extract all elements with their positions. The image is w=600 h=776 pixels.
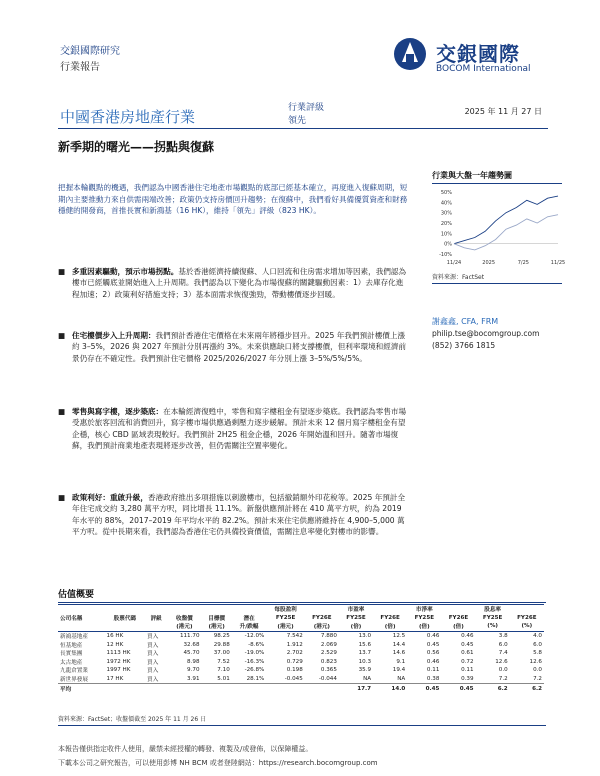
table-cell: 2.069 bbox=[320, 641, 337, 648]
table-cell: 6.0 bbox=[533, 641, 542, 648]
bullet-marker: ■ bbox=[58, 407, 66, 416]
table-header-cell bbox=[510, 605, 544, 614]
table-header-cell: (%) bbox=[510, 622, 544, 631]
logo-en-text: BOCOM International bbox=[436, 64, 531, 74]
table-cell: 0.39 bbox=[461, 676, 474, 683]
y-tick-label: 50% bbox=[440, 190, 452, 196]
table-cell: 買入 bbox=[147, 651, 159, 658]
table-header-cell: 股票代碼 bbox=[113, 615, 137, 622]
table-header-cell: FY25E bbox=[275, 614, 296, 621]
table-cell: 0.729 bbox=[286, 658, 303, 665]
table-cell: 0.72 bbox=[461, 658, 474, 665]
table-cell: 0.56 bbox=[426, 650, 440, 657]
table-cell: 8.98 bbox=[187, 658, 200, 665]
table-cell bbox=[266, 684, 304, 693]
y-tick-label: 20% bbox=[440, 221, 452, 227]
table-header-cell: 公司名稱 bbox=[60, 615, 83, 622]
table-header-row bbox=[58, 605, 544, 614]
table-cell: 買入 bbox=[147, 668, 159, 675]
org-header bbox=[60, 44, 120, 76]
table-header-cell: (%) bbox=[476, 622, 510, 631]
table-header-cell: 升/跌幅 bbox=[232, 622, 267, 631]
table-cell: 15.6 bbox=[358, 641, 372, 648]
table-header-cell: FY26E bbox=[312, 614, 332, 621]
table-cell: 7.2 bbox=[533, 676, 542, 683]
table-header-cell bbox=[58, 605, 105, 614]
bullet-text: 基於香港經濟持續復蘇、人口回流和住房需求增加等因素，我們認為樓市已經觸底並開始進入上升周期。我們認為以下變化為市場復蘇的關鍵驅動因素：1）去庫存化進程加速；2）政策利好措施支持；3）基本面需求恢復強勁，帶動樓價逐步回暖。 bbox=[72, 267, 407, 299]
table-cell: 0.38 bbox=[426, 676, 440, 683]
table-cell: 0.46 bbox=[461, 633, 474, 640]
table-header-cell: (港元) bbox=[167, 622, 201, 631]
trend-line-chart bbox=[432, 188, 566, 268]
table-cell: 28.1% bbox=[246, 676, 265, 683]
bullet-item bbox=[58, 406, 408, 452]
table-row bbox=[58, 640, 544, 649]
table-cell: 12.6 bbox=[495, 658, 508, 665]
footer-disclaimer: 本報告僅供指定收件人使用，嚴禁未經授權的轉發、複製及/或發佈，以保障權益。 bbox=[58, 745, 313, 753]
bullet-lead: 多重因素驅動，預示市場拐點。 bbox=[72, 267, 179, 276]
bullet-item bbox=[58, 492, 408, 538]
table-cell: 13.7 bbox=[358, 650, 372, 657]
table-cell: 6.2 bbox=[510, 684, 544, 693]
table-header-cell: FY25E bbox=[414, 614, 435, 621]
table-cell: 0.11 bbox=[461, 667, 474, 674]
table-cell: -0.045 bbox=[284, 676, 303, 683]
table-cell: 九龍倉置業 bbox=[60, 668, 88, 675]
table-header-cell: (倍) bbox=[339, 622, 373, 631]
bullet-marker: ■ bbox=[58, 331, 66, 340]
table-header-cell: 評級 bbox=[150, 615, 162, 622]
table-row bbox=[58, 649, 544, 658]
table-cell: 0.61 bbox=[461, 650, 474, 657]
title-bar bbox=[58, 103, 548, 129]
table-cell: 新鴻基地產 bbox=[60, 634, 88, 641]
table-cell: 111.70 bbox=[179, 633, 200, 640]
table-header-cell: FY26E bbox=[380, 614, 400, 621]
table-cell: 9.1 bbox=[396, 658, 406, 665]
table-cell: 0.45 bbox=[441, 684, 475, 693]
bullet-text: 在本輪經濟復甦中，零售和寫字樓租金有望逐步築底。我們認為零售市場受惠於旅客回流和消費回升，寫字樓市場供應過剩壓力逐步緩解。預計未來 12 個月寫字樓租金有望企穩，核心 CBD 區域表現較好。我們預計 2H25 租金企穩，2026 年開始溫和回升。隨著市場復蘇，我們預計商業地產表現將逐步改善，但仍需關注空置率變化。 bbox=[72, 407, 407, 451]
table-cell: 0.198 bbox=[286, 667, 303, 674]
table-cell: -16.3% bbox=[244, 658, 265, 665]
table-cell: -26.8% bbox=[244, 667, 265, 674]
analyst-phone: (852) 3766 1815 bbox=[432, 341, 496, 350]
table-header-cell: 每股盈利 bbox=[266, 605, 304, 614]
table-cell: 平均 bbox=[58, 684, 105, 693]
table-header-cell: 市盈率 bbox=[339, 605, 373, 614]
table-header-cell: (港元) bbox=[266, 622, 304, 631]
table-cell: 2.702 bbox=[286, 650, 303, 657]
table-header-cell: (倍) bbox=[373, 622, 407, 631]
y-tick-label: 0% bbox=[444, 241, 452, 248]
x-tick-label: 7/25 bbox=[517, 260, 529, 266]
table-header-cell bbox=[145, 605, 167, 614]
table-row bbox=[58, 684, 544, 693]
y-tick-label: 30% bbox=[440, 210, 452, 217]
table-cell: 0.45 bbox=[426, 641, 440, 648]
table-cell: 1113 HK bbox=[106, 650, 131, 657]
y-tick-label: -10% bbox=[439, 252, 452, 258]
table-cell: 0.365 bbox=[320, 667, 337, 674]
table-cell: 45.70 bbox=[183, 650, 200, 657]
table-cell: 買入 bbox=[147, 659, 159, 666]
footer-download: 下載本公司之研究報告，可以使用彭博 NH BCM 或者登陸網站：https://research.bocomgroup.com bbox=[58, 759, 378, 767]
table-cell: 16 HK bbox=[106, 633, 124, 640]
table-cell: 6.2 bbox=[476, 684, 510, 693]
table-header-cell: 潛在 bbox=[243, 615, 255, 622]
table-header-cell: (港元) bbox=[305, 622, 339, 631]
table-cell: 0.823 bbox=[320, 658, 337, 665]
logo-cn-text: 交銀國際 bbox=[436, 42, 520, 66]
table-cell: -8.6% bbox=[248, 641, 265, 648]
bocom-logo bbox=[392, 36, 552, 80]
table-cell bbox=[105, 684, 146, 693]
table-header-row bbox=[58, 614, 544, 623]
table-cell: 12.6 bbox=[529, 658, 542, 665]
table-cell: 7.2 bbox=[498, 676, 508, 683]
bullet-marker: ■ bbox=[58, 267, 66, 276]
table-source: 資料來源：FactSet；收盤價截至 2025 年 11 月 26 日 bbox=[58, 714, 546, 726]
chart-heading-block bbox=[432, 170, 562, 184]
table-header-row bbox=[58, 622, 544, 631]
analyst-email[interactable]: philip.tse@bocomgroup.com bbox=[432, 329, 540, 338]
table-header-cell bbox=[105, 622, 146, 631]
bullet-item bbox=[58, 330, 408, 364]
x-tick-label: 11/24 bbox=[446, 260, 462, 266]
chart-heading: 行業與大盤一年趨勢圖 bbox=[432, 170, 562, 184]
table-row bbox=[58, 658, 544, 667]
table-cell: 6.0 bbox=[498, 641, 508, 648]
table-cell: 10.3 bbox=[358, 658, 372, 665]
table-cell: 9.70 bbox=[187, 667, 200, 674]
table-header-cell: FY26E bbox=[448, 614, 469, 621]
table-cell: 買入 bbox=[147, 634, 159, 641]
table-cell: 3.8 bbox=[498, 633, 508, 640]
table-header-cell bbox=[145, 622, 167, 631]
table-header-cell: 股息率 bbox=[476, 605, 510, 614]
bullet-item bbox=[58, 266, 408, 300]
analyst-name: 謝鑫鑫, CFA, FRM bbox=[432, 317, 499, 326]
table-cell: 0.45 bbox=[461, 641, 474, 648]
table-header-cell: (倍) bbox=[407, 622, 441, 631]
table-cell: 17 HK bbox=[106, 676, 124, 683]
table-cell: 太古地產 bbox=[60, 659, 83, 666]
table-header-cell bbox=[305, 605, 339, 614]
table-cell: 98.25 bbox=[213, 633, 230, 640]
table-header-cell: FY25E bbox=[346, 614, 366, 621]
table-cell: 7.880 bbox=[320, 633, 337, 640]
table-header-cell bbox=[373, 605, 407, 614]
table-cell: 12 HK bbox=[106, 641, 124, 648]
table-cell: 0.46 bbox=[426, 658, 440, 665]
table-cell: 14.4 bbox=[392, 641, 406, 648]
table-cell: 19.4 bbox=[392, 667, 406, 674]
table-cell bbox=[145, 684, 167, 693]
table-cell: NA bbox=[397, 676, 406, 683]
table-header-cell: (港元) bbox=[202, 622, 232, 631]
report-type: 行業報告 bbox=[60, 62, 100, 73]
rating-value: 領先 bbox=[288, 116, 307, 126]
table-cell: 新世界發展 bbox=[60, 677, 88, 684]
table-cell: 17.7 bbox=[339, 684, 373, 693]
bullet-text: 香港政府推出多項措施以刺激樓市，包括撤銷額外印花稅等。2025 年預計全年住宅成交約 3,280 萬平方呎，同比增長 11.1%。新盤供應預計將在 410 萬平方呎，約為 2019 年水平的 88%，2017–2019 年平均水平的 82.2%。預計未來住宅供應將維持在 4,900–5,000 萬平方呎。從中長期來看，我們認為香港住宅仍具備投資價值，需關注息率變化對樓市的影響。 bbox=[72, 493, 406, 537]
table-cell: 35.9 bbox=[358, 667, 372, 674]
table-cell: -0.044 bbox=[318, 676, 337, 683]
table-cell: 3.91 bbox=[187, 676, 200, 683]
table-cell: 32.68 bbox=[183, 641, 200, 648]
rating-tag bbox=[288, 102, 324, 128]
bullet-text: 我們預計香港住宅價格在未來兩年將穩步回升。2025 年我們預計樓價上漲約 3–5%，2026 與 2027 年預計分別再漲約 3%。未來供應缺口將支撐樓價，但利率環境和經濟前景仍存在不確定性。我們預計住宅價格 2025/2026/2027 年分別上漲 3–5%/5%/5%。 bbox=[72, 331, 407, 363]
table-cell: 29.88 bbox=[213, 641, 230, 648]
table-cell: 買入 bbox=[147, 677, 159, 684]
table-cell: 0.46 bbox=[426, 633, 440, 640]
table-cell: 1.912 bbox=[286, 641, 303, 648]
table-cell: 5.8 bbox=[533, 650, 542, 657]
table-row bbox=[58, 675, 544, 684]
table-cell bbox=[167, 684, 201, 693]
table-row bbox=[58, 631, 544, 640]
table-cell: 7.4 bbox=[498, 650, 508, 657]
table-header-cell: 市淨率 bbox=[407, 605, 441, 614]
table-cell: 0.45 bbox=[407, 684, 441, 693]
rating-label: 行業評級 bbox=[288, 103, 325, 113]
table-cell: 7.52 bbox=[217, 658, 230, 665]
org-name: 交銀國際研究 bbox=[60, 46, 120, 57]
industry-title: 中國香港房地產行業 bbox=[60, 108, 196, 126]
table-header-cell: FY26E bbox=[517, 614, 537, 621]
report-subtitle: 新季期的曙光——拐點與復蘇 bbox=[58, 140, 215, 154]
table-cell: 37.00 bbox=[213, 650, 230, 657]
chart-source: 資料來源：FactSet bbox=[432, 272, 562, 284]
table-cell: -19.0% bbox=[244, 650, 265, 657]
table-cell: 4.0 bbox=[533, 633, 542, 640]
table-cell: 長實集團 bbox=[60, 651, 83, 658]
x-tick-label: 2025 bbox=[482, 260, 496, 266]
table-header-cell bbox=[232, 605, 267, 614]
table-cell: 0.11 bbox=[426, 667, 440, 674]
table-header-cell: 目標價 bbox=[208, 615, 226, 622]
table-header-cell bbox=[441, 605, 475, 614]
bullet-lead: 零售與寫字樓，逐步築底： bbox=[72, 407, 164, 416]
table-cell: 5.01 bbox=[217, 676, 230, 683]
table-cell: 13.0 bbox=[358, 633, 372, 640]
bullet-lead: 政策利好：重啟升級， bbox=[72, 493, 148, 502]
table-header-cell bbox=[105, 605, 146, 614]
table-row bbox=[58, 666, 544, 675]
table-cell: 7.10 bbox=[217, 667, 230, 674]
table-header-cell: 收盤價 bbox=[175, 615, 193, 622]
table-cell: 恒基地產 bbox=[60, 642, 83, 649]
bullet-lead: 住宅樓價步入上升周期： bbox=[72, 331, 156, 340]
series-line-2 bbox=[454, 215, 558, 250]
y-tick-label: 40% bbox=[440, 200, 452, 207]
valuation-table bbox=[58, 604, 544, 693]
table-header-cell: (倍) bbox=[441, 622, 475, 631]
table-cell bbox=[305, 684, 339, 693]
table-header-cell: FY25E bbox=[482, 614, 503, 621]
y-tick-label: 10% bbox=[440, 231, 452, 238]
valuation-title: 估值概要 bbox=[58, 587, 546, 603]
bocom-logo-icon bbox=[392, 36, 428, 72]
bullet-marker: ■ bbox=[58, 493, 66, 502]
table-cell: 12.5 bbox=[392, 633, 406, 640]
table-cell: 14.0 bbox=[373, 684, 407, 693]
table-header-cell bbox=[202, 605, 232, 614]
table-cell: 0.0 bbox=[498, 667, 508, 674]
table-cell: -12.0% bbox=[244, 633, 265, 640]
table-cell: 0.0 bbox=[533, 667, 542, 674]
table-cell bbox=[202, 684, 232, 693]
table-header-cell bbox=[58, 622, 105, 631]
table-cell: 1972 HK bbox=[106, 658, 131, 665]
table-cell: 2.529 bbox=[320, 650, 337, 657]
table-cell bbox=[232, 684, 267, 693]
table-cell: NA bbox=[363, 676, 372, 683]
analyst-block bbox=[432, 316, 539, 352]
table-cell: 買入 bbox=[147, 642, 159, 649]
table-cell: 1997 HK bbox=[106, 667, 131, 674]
summary-paragraph: 把握本輪觀點的機遇，我們認為中國香港住宅地產市場觀點的底部已經基本確立，再度進入復蘇周期，短期內主要推動力來自供需兩端改善；政策仍支持房價回升趨勢；在復蘇中，我們看好具備優質資產和財務穩健的開發商，首推長實和新鴻基（16 HK），維持「領先」評級（823 HK）。 bbox=[58, 183, 408, 215]
x-tick-label: 11/25 bbox=[550, 260, 566, 266]
report-date: 2025 年 11 月 27 日 bbox=[464, 107, 542, 116]
table-cell: 7.542 bbox=[286, 633, 303, 640]
table-cell: 14.6 bbox=[392, 650, 406, 657]
table-header-cell bbox=[167, 605, 201, 614]
